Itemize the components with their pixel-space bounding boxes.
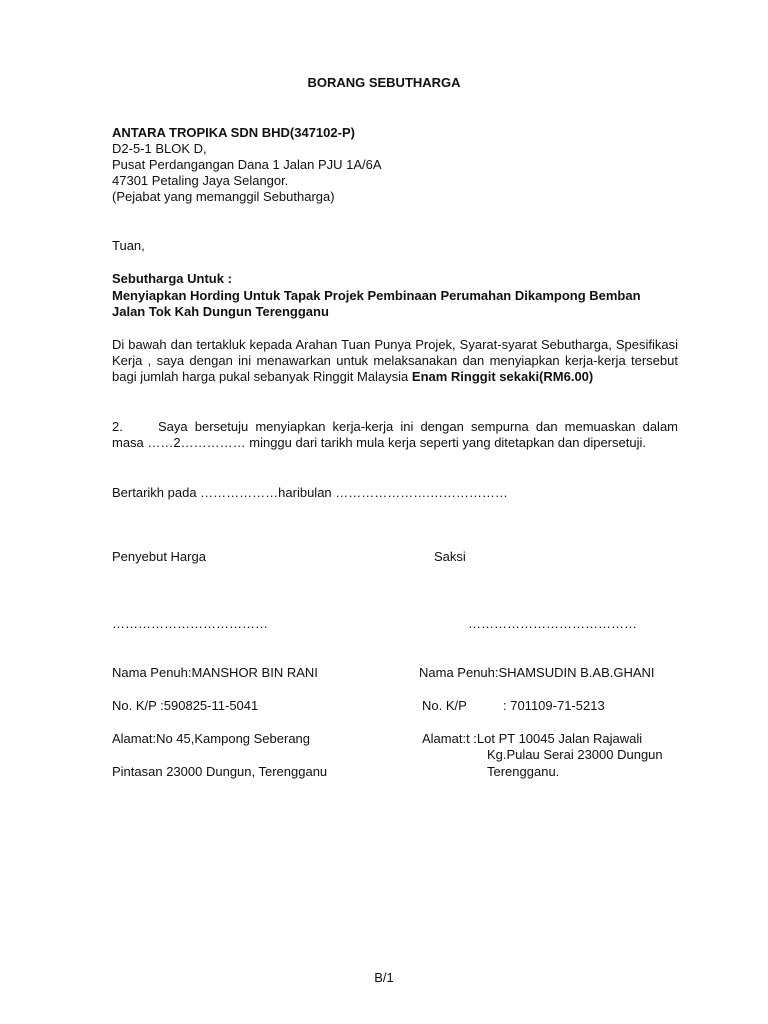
document-title: BORANG SEBUTHARGA bbox=[307, 75, 461, 90]
witness-ic-value: : 701109-71-5213 bbox=[503, 698, 605, 713]
quoter-signature-line: ……………………………… bbox=[112, 616, 268, 631]
witness-address-line-1: Alamat:t :Lot PT 10045 Jalan Rajawali bbox=[422, 731, 643, 746]
company-address-line-1: D2-5-1 BLOK D, bbox=[112, 141, 207, 156]
quoter-address-line-2: Pintasan 23000 Dungun, Terengganu bbox=[112, 764, 328, 779]
witness-name: Nama Penuh:SHAMSUDIN B.AB.GHANI bbox=[419, 665, 655, 680]
subject-line-2: Jalan Tok Kah Dungun Terengganu bbox=[112, 304, 329, 319]
offer-amount: Enam Ringgit sekaki(RM6.00) bbox=[411, 369, 594, 384]
company-address-line-3: 47301 Petaling Jaya Selangor. bbox=[112, 173, 289, 188]
subject-line-1: Menyiapkan Hording Untuk Tapak Projek Pembinaan Perumahan Dikampong Bemban bbox=[112, 288, 641, 303]
page-number: B/1 bbox=[374, 970, 394, 985]
quoter-name: Nama Penuh:MANSHOR BIN RANI bbox=[112, 665, 318, 680]
salutation: Tuan, bbox=[112, 238, 145, 253]
quoter-role: Penyebut Harga bbox=[112, 549, 206, 564]
witness-address-line-2: Kg.Pulau Serai 23000 Dungun bbox=[487, 747, 663, 762]
quoter-address-line-1: Alamat:No 45,Kampong Seberang bbox=[112, 731, 311, 746]
agreement-paragraph bbox=[112, 419, 678, 451]
offer-paragraph bbox=[112, 337, 678, 385]
agreement-text: Saya bersetuju menyiapkan kerja-kerja ini dengan sempurna dan memuaskan dalam masa ……2…………… minggu dari tarikh mula kerja seperti yang ditetapkan dan dipersetuji. bbox=[112, 419, 678, 450]
offer-text: Di bawah dan tertakluk kepada Arahan Tuan Punya Projek, Syarat-syarat Sebutharga, Spesifikasi Kerja , saya dengan ini menawarkan untuk melaksanakan dan menyiapkan kerja-kerja tersebut bagi jumlah harga pukal sebanyak Ringgit Malaysia bbox=[112, 337, 678, 384]
company-address-line-2: Pusat Perdangangan Dana 1 Jalan PJU 1A/6A bbox=[112, 157, 382, 172]
witness-address-line-3: Terengganu. bbox=[487, 764, 560, 779]
company-name: ANTARA TROPIKA SDN BHD(347102-P) bbox=[112, 125, 355, 140]
quoter-ic: No. K/P :590825-11-5041 bbox=[112, 698, 259, 713]
subject-label: Sebutharga Untuk : bbox=[112, 271, 232, 286]
witness-role: Saksi bbox=[434, 549, 466, 564]
company-address-note: (Pejabat yang memanggil Sebutharga) bbox=[112, 189, 335, 204]
witness-signature-line: ………………………………… bbox=[468, 616, 637, 631]
witness-ic-label: No. K/P bbox=[422, 698, 467, 713]
paragraph-number: 2. bbox=[112, 419, 123, 434]
date-line: Bertarikh pada ………………haribulan ………………….……………… bbox=[112, 485, 508, 500]
